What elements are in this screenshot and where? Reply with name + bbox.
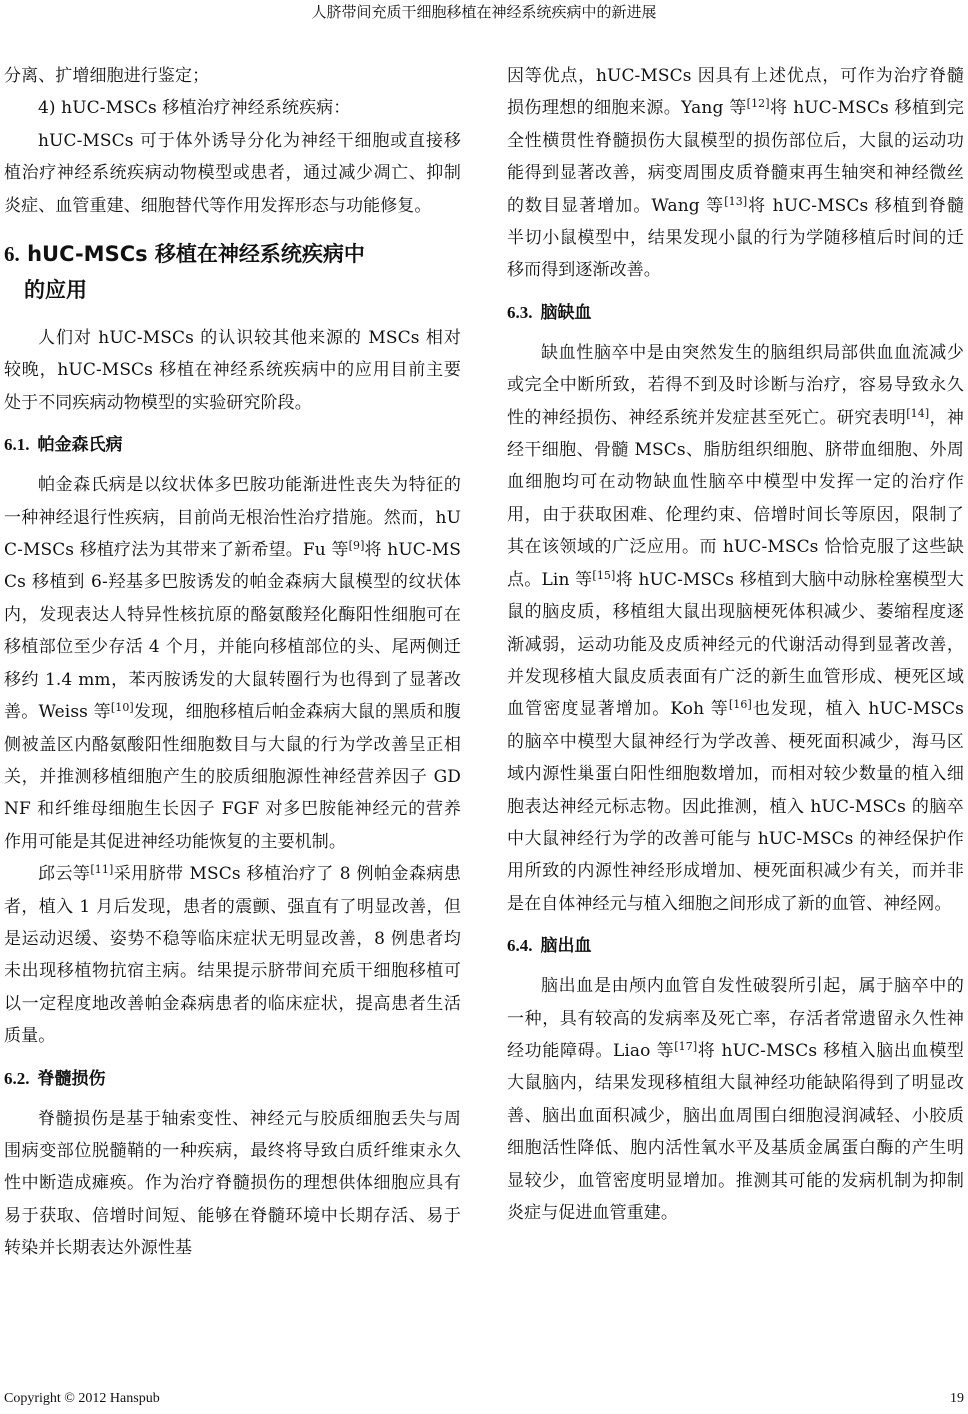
text-run: 将 hUC-MSCs 移植入脑出血模型大鼠脑内，结果发现移植组大鼠神经功能缺陷得到了明显改善、脑出血面积减少，脑出血周围白细胞浸润减轻、小胶质细胞活性降低、胞内活性氧水平及基质金属蛋白酶的产生明显较少，血管密度明显增加。推测其可能的发病机制为抑制炎症与促进血管重建。 <box>507 1040 964 1223</box>
paragraph <box>4 469 461 858</box>
section-number: 6. <box>4 242 20 267</box>
subsection-heading-6-2 <box>4 1063 461 1095</box>
text-run: 缺血性脑卒中是由突然发生的脑组织局部供血血流减少或完全中断所致，若得不到及时诊断与治疗，容易导致永久性的神经损伤、神经系统并发症甚至死亡。研究表明 <box>507 342 964 428</box>
page-number: 19 <box>950 1391 964 1406</box>
subsection-number: 6.1. <box>4 435 30 455</box>
citation: [9] <box>348 539 365 553</box>
paragraph: 人们对 hUC-MSCs 的认识较其他来源的 MSCs 相对较晚，hUC-MSCs 移植在神经系统疾病中的应用目前主要处于不同疾病动物模型的实验研究阶段。 <box>4 328 461 413</box>
section-title: hUC-MSCs 移植在神经系统疾病中 <box>27 242 365 267</box>
paragraph: hUC-MSCs 可于体外诱导分化为神经干细胞或直接移植治疗神经系统疾病动物模型或患者，通过减少凋亡、抑制炎症、血管重建、细胞替代等作用发挥形态与功能修复。 <box>4 130 461 216</box>
subsection-number: 6.4. <box>507 936 533 956</box>
citation: [13] <box>724 194 748 208</box>
citation: [15] <box>592 568 616 582</box>
citation: [11] <box>90 863 114 877</box>
citation: [16] <box>728 698 752 712</box>
text-run: 将 hUC-MSCs 移植到脊髓半切小鼠模型中，结果发现小鼠的行为学随移植后时间的迁移而得到逐渐改善。 <box>507 195 965 281</box>
subsection-heading-6-1 <box>4 429 461 461</box>
subsection-heading-6-3 <box>507 297 964 329</box>
subsection-title: 帕金森氏病 <box>37 435 123 456</box>
paragraph: 脊髓损伤是基于轴索变性、神经元与胶质细胞丢失与周围病变部位脱髓鞘的一种疾病，最终将导致白质纤维束永久性中断造成瘫痪。作为治疗脊髓损伤的理想供体细胞应具有易于获取、倍增时间短、能够在脊髓环境中长期存活、易于转染并长期表达外源性基 <box>4 1108 461 1259</box>
paragraph: 4) hUC-MSCs 移植治疗神经系统疾病： <box>38 98 351 119</box>
text-run: 帕金森氏病是以纹状体多巴胺功能渐进性丧失为特征的一种神经退行性疾病，目前尚无根治性治疗措施。然而，hUC-MSCs 移植疗法为其带来了新希望。Fu 等 <box>4 475 461 561</box>
citation: [10] <box>110 701 134 715</box>
paragraph <box>507 337 964 920</box>
citation: [14] <box>906 406 930 420</box>
paragraph <box>507 60 964 287</box>
text-run: 将 hUC-MSCs 移植到大脑中动脉栓塞模型大鼠的脑皮质，移植组大鼠出现脑梗死体积减少、萎缩程度逐渐减弱，运动功能及皮质神经元的代谢活动得到显著改善，并发现移植大鼠皮质表面有广泛的新生血管形成、梗死区域血管密度显著增加。Koh 等 <box>507 569 964 720</box>
paragraph <box>4 858 461 1052</box>
copyright-footer: Copyright © 2012 Hanspub <box>4 1391 160 1406</box>
text-run: 因等优点，hUC-MSCs 因具有上述优点，可作为治疗脊髓损伤理想的细胞来源。Yang 等 <box>507 66 964 119</box>
text-run: 将 hUC-MSCs 移植到 6-羟基多巴胺诱发的帕金森病大鼠模型的纹状体内，发现表达人特异性核抗原的酪氨酸羟化酶阳性细胞可在移植部位至少存活 4 个月，并能向移植部位的头、尾两侧迁移约 1.4 mm，苯丙胺诱发的大鼠转圈行为也得到了显著改善。Weiss 等 <box>4 540 461 723</box>
subsection-number: 6.2. <box>4 1068 30 1088</box>
text-run: 邱云等 <box>38 864 91 885</box>
right-column <box>507 60 964 1229</box>
text-run: 发现，细胞移植后帕金森病大鼠的黑质和腹侧被盖区内酪氨酸阳性细胞数目与大鼠的行为学改善呈正相关，并推测移植细胞产生的胶质细胞源性神经营养因子 GDNF 和纤维母细胞生长因子 FGF 对多巴胺能神经元的营养作用可能是其促进神经功能恢复的主要机制。 <box>4 702 461 852</box>
citation: [12] <box>746 97 770 111</box>
subsection-title: 脊髓损伤 <box>37 1068 106 1089</box>
text-run: 也发现，植入 hUC-MSCs 的脑卒中模型大鼠神经行为学改善、梗死面积减少，海马区域内源性巢蛋白阳性细胞数增加，而相对较少数量的植入细胞表达神经元标志物。因此推测，植入 hUC-MSCs 的脑卒中大鼠神经行为学的改善可能与 hUC-MSCs 的神经保护作用所致的内源性神经形成增加、梗死面积减少有关，而并非是在自体神经元与植入细胞之间形成了新的血管、神经网。 <box>507 699 965 914</box>
section-heading-6 <box>4 236 461 308</box>
section-title-continued: 的应用 <box>24 278 87 303</box>
paragraph: 分离、扩增细胞进行鉴定； <box>4 66 210 86</box>
subsection-title: 脑缺血 <box>540 302 592 323</box>
text-run: 将 hUC-MSCs 移植到完全性横贯性脊髓损伤大鼠模型的损伤部位后，大鼠的运动功能得到显著改善，病变周围皮质脊髓束再生轴突和神经微丝的数目显著增加。Wang 等 <box>507 98 964 216</box>
text-run: 采用脐带 MSCs 移植治疗了 8 例帕金森病患者，植入 1 月后发现，患者的震颤、强直有了明显改善，但是运动迟缓、姿势不稳等临床症状无明显改善，8 例患者均未出现移植物抗宿主病。结果提示脐带间充质干细胞移植可以一定程度地改善帕金森病患者的临床症状，提高患者生活质量。 <box>4 864 461 1047</box>
text-run: ，神经干细胞、骨髓 MSCs、脂肪组织细胞、脐带血细胞、外周血细胞均可在动物缺血性脑卒中模型中发挥一定的治疗作用，由于获取困难、伦理约束、倍增时间长等原因，限制了其在该领域的广泛应用。而 hUC-MSCs 恰恰克服了这些缺点。Lin 等 <box>507 407 964 590</box>
running-head: 人脐带间充质干细胞移植在神经系统疾病中的新进展 <box>311 5 657 21</box>
subsection-number: 6.3. <box>507 302 533 322</box>
left-column <box>4 60 461 1265</box>
subsection-heading-6-4 <box>507 930 964 962</box>
subsection-title: 脑出血 <box>540 936 592 957</box>
text-run: 脑出血是由颅内血管自发性破裂所引起，属于脑卒中的一种，具有较高的发病率及死亡率，存活者常遗留永久性神经功能障碍。Liao 等 <box>507 976 964 1061</box>
paragraph <box>507 970 964 1229</box>
citation: [17] <box>674 1039 698 1053</box>
